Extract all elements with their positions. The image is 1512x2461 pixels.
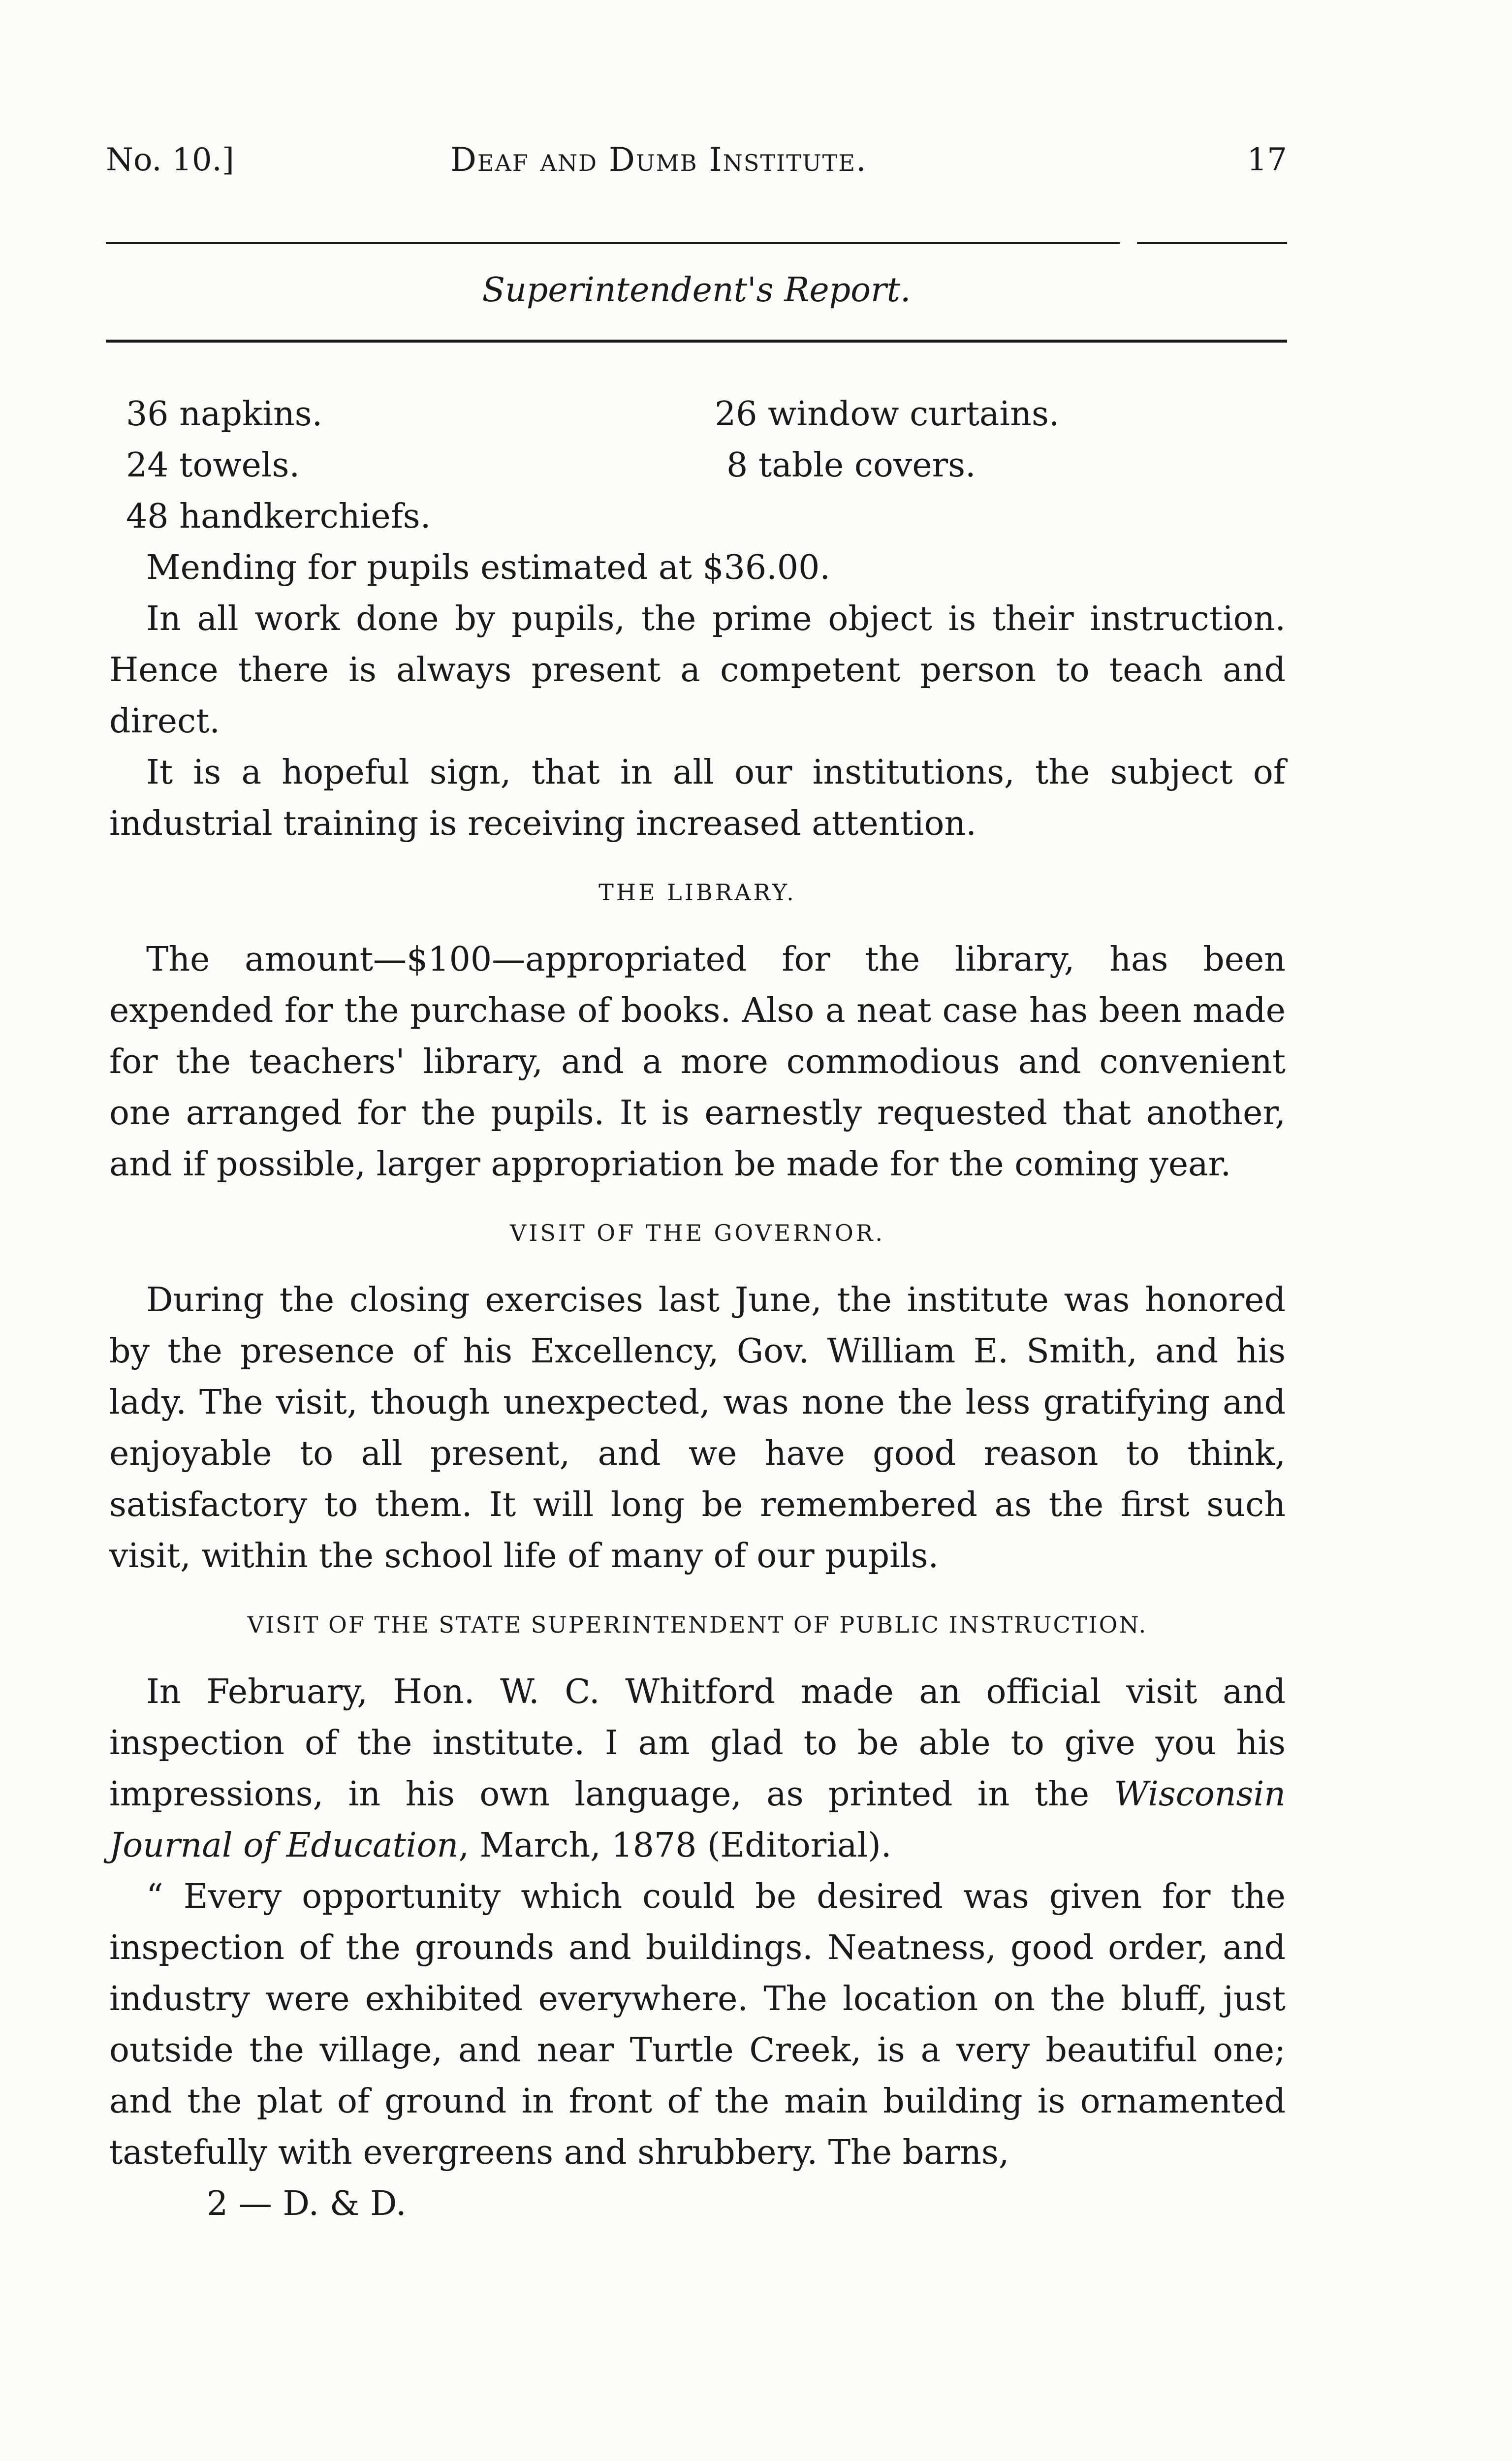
library-heading: THE LIBRARY.	[598, 879, 796, 906]
superintendent-paragraph	[109, 1667, 1286, 1871]
linen-list	[109, 389, 1286, 542]
journal-title: Wisconsin Journal of Education	[109, 1775, 1286, 1865]
superintendent-heading: VISIT OF THE STATE SUPERINTENDENT OF PUBLIC INSTRUCTION.	[247, 1611, 1148, 1638]
document-number: No. 10.]	[106, 142, 234, 178]
running-title: Deaf and Dumb Institute.	[450, 141, 867, 179]
superintendent-text: In February, Hon. W. C. Whitford made an official visit and inspection of the institute. I am glad to be able to give you his impressions, in his own language, as printed in the	[109, 1672, 1286, 1814]
running-header	[106, 140, 1287, 180]
superintendent-text-end: , March, 1878 (Editorial).	[458, 1826, 892, 1865]
page-number: 17	[1247, 142, 1287, 178]
subtitle-rule	[106, 340, 1287, 343]
governor-paragraph: During the closing exercises last June, the institute was honored by the presence of his Excellency, Gov. William E. Smith, and his lady. The visit, though unexpected, was none the less gratifying and enjoyable to all present, and we have good reason to think, satisfactory to them. It will long be remembered as the first such visit, within the school life of many of our pupils.	[109, 1281, 1286, 1576]
header-rule-right	[1137, 242, 1287, 244]
signature-mark: 2 — D. & D.	[207, 2184, 407, 2223]
section-subtitle: Superintendent's Report.	[482, 271, 911, 310]
list-item: 26 window curtains.	[715, 395, 1060, 434]
list-item: 36 napkins.	[126, 395, 323, 434]
mending-paragraph: Mending for pupils estimated at $36.00.	[146, 548, 830, 587]
instruction-paragraph: In all work done by pupils, the prime object is their instruction. Hence there is always present a competent person to teach and direct.	[109, 599, 1286, 741]
industrial-training-paragraph: It is a hopeful sign, that in all our institutions, the subject of industrial training is receiving increased attention.	[109, 753, 1286, 843]
list-item: 48 handkerchiefs.	[126, 497, 431, 536]
library-paragraph: The amount—$100—appropriated for the library, has been expended for the purchase of books. Also a neat case has been made for the teachers' library, and a more commodious and convenient one arranged for the pupils. It is earnestly requested that another, and if possible, larger appropriation be made for the coming year.	[109, 940, 1286, 1184]
list-item: 8 table covers.	[726, 446, 976, 485]
body-text	[109, 389, 1286, 2230]
header-rule-left	[106, 242, 1120, 244]
governor-heading: VISIT OF THE GOVERNOR.	[510, 1220, 885, 1246]
quote-paragraph: “ Every opportunity which could be desired was given for the inspection of the grounds and buildings. Neatness, good order, and industry were exhibited everywhere. The location on the bluff, just outside the village, and near Turtle Creek, is a very beautiful one; and the plat of ground in front of the main building is ornamented tastefully with evergreens and shrubbery. The barns,	[109, 1877, 1286, 2172]
list-item: 24 towels.	[126, 446, 300, 485]
